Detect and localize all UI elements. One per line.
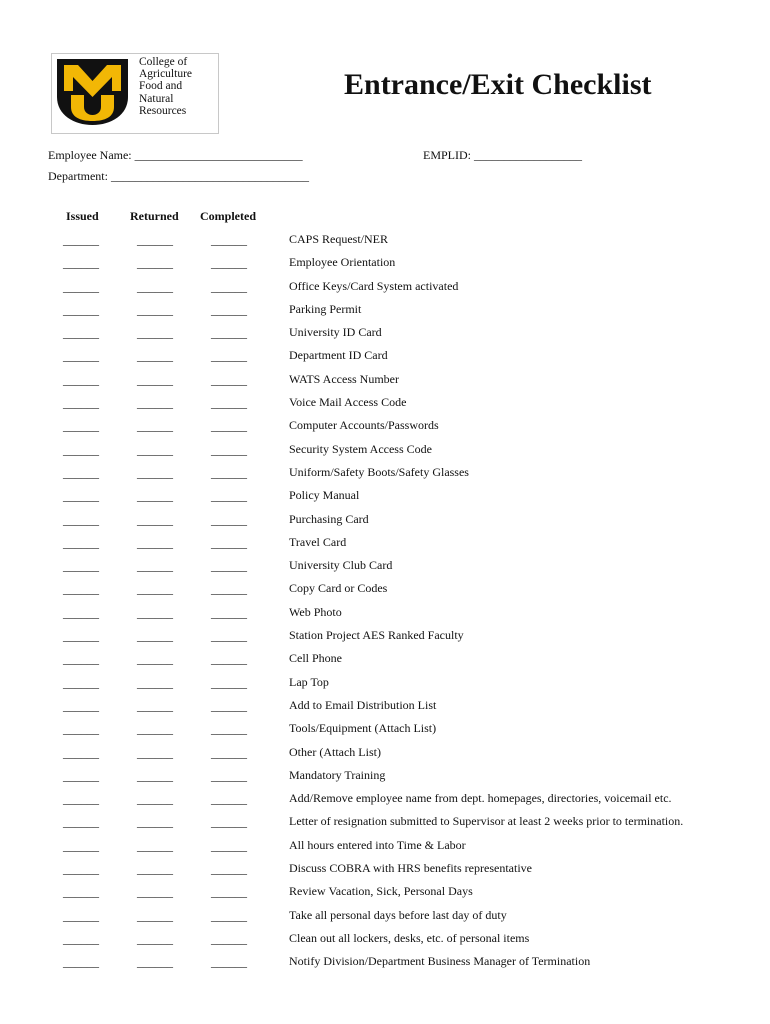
college-name	[139, 56, 192, 117]
issued-blank[interactable]: ______	[63, 908, 99, 923]
logo-line: Resources	[139, 104, 187, 117]
completed-blank[interactable]: ______	[211, 605, 247, 620]
returned-blank[interactable]: ______	[137, 535, 173, 550]
completed-blank[interactable]: ______	[211, 582, 247, 597]
checklist-item-label: CAPS Request/NER	[289, 232, 389, 246]
issued-blank[interactable]: ______	[63, 629, 99, 644]
returned-blank[interactable]: ______	[137, 698, 173, 713]
completed-blank[interactable]: ______	[211, 815, 247, 830]
issued-blank[interactable]: ______	[63, 931, 99, 946]
completed-blank[interactable]: ______	[211, 256, 247, 271]
completed-blank[interactable]: ______	[211, 396, 247, 411]
checklist-row	[0, 672, 770, 695]
returned-blank[interactable]: ______	[137, 675, 173, 690]
issued-blank[interactable]: ______	[63, 559, 99, 574]
emplid-field[interactable]: EMPLID: __________________	[423, 148, 582, 162]
returned-blank[interactable]: ______	[137, 652, 173, 667]
issued-blank[interactable]: ______	[63, 698, 99, 713]
completed-blank[interactable]: ______	[211, 931, 247, 946]
checklist-row	[0, 788, 770, 811]
issued-blank[interactable]: ______	[63, 862, 99, 877]
checklist-item-label: Policy Manual	[289, 488, 360, 503]
returned-blank[interactable]: ______	[137, 233, 173, 247]
issued-blank[interactable]: ______	[63, 233, 99, 247]
completed-blank[interactable]: ______	[211, 465, 247, 480]
completed-blank[interactable]: ______	[211, 326, 247, 341]
checklist-row	[0, 811, 770, 834]
returned-blank[interactable]: ______	[137, 862, 173, 877]
issued-blank[interactable]: ______	[63, 838, 99, 853]
returned-blank[interactable]: ______	[137, 489, 173, 504]
completed-blank[interactable]: ______	[211, 442, 247, 457]
checklist-item-label: Review Vacation, Sick, Personal Days	[289, 884, 473, 899]
returned-blank[interactable]: ______	[137, 512, 173, 527]
checklist-item-label: Voice Mail Access Code	[289, 395, 407, 410]
returned-blank[interactable]: ______	[137, 559, 173, 574]
checklist-item-label: Parking Permit	[289, 301, 362, 316]
checklist-item-label: Clean out all lockers, desks, etc. of personal items	[289, 930, 530, 945]
checklist-row	[0, 252, 770, 275]
completed-blank[interactable]: ______	[211, 838, 247, 853]
checklist-item-label: Station Project AES Ranked Faculty	[289, 628, 464, 643]
completed-blank[interactable]: ______	[211, 675, 247, 690]
issued-blank[interactable]: ______	[63, 256, 99, 271]
issued-blank[interactable]: ______	[63, 489, 99, 504]
checklist-item-label: Copy Card or Codes	[289, 581, 388, 596]
completed-blank[interactable]: ______	[211, 489, 247, 504]
checklist-item-label: WATS Access Number	[289, 371, 399, 386]
completed-blank[interactable]: ______	[211, 233, 247, 247]
column-header-returned: Returned	[130, 209, 179, 223]
checklist-item-label: Purchasing Card	[289, 511, 369, 526]
checklist-item-label: Letter of resignation submitted to Supervisor at least 2 weeks prior to termination.	[289, 814, 684, 829]
returned-blank[interactable]: ______	[137, 722, 173, 737]
mu-logo-icon	[55, 57, 130, 127]
issued-blank[interactable]: ______	[63, 279, 99, 294]
completed-blank[interactable]: ______	[211, 372, 247, 387]
issued-blank[interactable]: ______	[63, 302, 99, 317]
checklist-row	[0, 509, 770, 532]
returned-blank[interactable]: ______	[137, 372, 173, 387]
checklist-row	[0, 345, 770, 368]
returned-blank[interactable]: ______	[137, 302, 173, 317]
issued-blank[interactable]: ______	[63, 885, 99, 900]
checklist	[0, 229, 770, 975]
checklist-row	[0, 532, 770, 555]
issued-blank[interactable]: ______	[63, 652, 99, 667]
issued-blank[interactable]: ______	[63, 535, 99, 550]
returned-blank[interactable]: ______	[137, 582, 173, 597]
checklist-item-label: Lap Top	[289, 674, 329, 689]
checklist-item-label: Add to Email Distribution List	[289, 697, 437, 712]
completed-blank[interactable]: ______	[211, 722, 247, 737]
checklist-row	[0, 718, 770, 741]
checklist-item-label: Notify Division/Department Business Manager of Termination	[289, 954, 591, 969]
returned-blank[interactable]: ______	[137, 629, 173, 644]
checklist-row	[0, 299, 770, 322]
checklist-item-label: University ID Card	[289, 325, 382, 340]
issued-blank[interactable]: ______	[63, 605, 99, 620]
checklist-row	[0, 462, 770, 485]
issued-blank[interactable]: ______	[63, 745, 99, 760]
employee-name-field[interactable]: Employee Name: ____________________________	[48, 148, 303, 162]
checklist-item-label: Mandatory Training	[289, 767, 386, 782]
completed-blank[interactable]: ______	[211, 629, 247, 644]
completed-blank[interactable]: ______	[211, 279, 247, 294]
checklist-row	[0, 858, 770, 881]
checklist-row	[0, 928, 770, 951]
completed-blank[interactable]: ______	[211, 698, 247, 713]
checklist-item-label: Cell Phone	[289, 651, 342, 666]
checklist-item-label: Take all personal days before last day of duty	[289, 907, 507, 922]
department-field[interactable]: Department: _________________________________	[48, 169, 309, 183]
returned-blank[interactable]: ______	[137, 885, 173, 900]
checklist-row	[0, 322, 770, 345]
checklist-row	[0, 765, 770, 788]
checklist-item-label: All hours entered into Time & Labor	[289, 837, 466, 852]
completed-blank[interactable]: ______	[211, 535, 247, 550]
checklist-row	[0, 439, 770, 462]
completed-blank[interactable]: ______	[211, 652, 247, 667]
checklist-item-label: Computer Accounts/Passwords	[289, 418, 439, 433]
returned-blank[interactable]: ______	[137, 256, 173, 271]
returned-blank[interactable]: ______	[137, 349, 173, 364]
column-header-completed: Completed	[200, 209, 256, 223]
checklist-row	[0, 905, 770, 928]
checklist-item-label: Other (Attach List)	[289, 744, 381, 759]
checklist-row	[0, 415, 770, 438]
issued-blank[interactable]: ______	[63, 465, 99, 480]
returned-blank[interactable]: ______	[137, 792, 173, 807]
column-header-issued: Issued	[66, 209, 99, 223]
checklist-item-label: University Club Card	[289, 558, 393, 573]
issued-blank[interactable]: ______	[63, 396, 99, 411]
checklist-row	[0, 951, 770, 974]
completed-blank[interactable]: ______	[211, 792, 247, 807]
checklist-item-label: Discuss COBRA with HRS benefits representative	[289, 861, 532, 876]
issued-blank[interactable]: ______	[63, 512, 99, 527]
returned-blank[interactable]: ______	[137, 279, 173, 294]
checklist-item-label: Travel Card	[289, 534, 347, 549]
completed-blank[interactable]: ______	[211, 559, 247, 574]
checklist-row	[0, 742, 770, 765]
completed-blank[interactable]: ______	[211, 745, 247, 760]
issued-blank[interactable]: ______	[63, 582, 99, 597]
issued-blank[interactable]: ______	[63, 722, 99, 737]
checklist-row	[0, 602, 770, 625]
checklist-row	[0, 485, 770, 508]
checklist-item-label: Employee Orientation	[289, 255, 396, 270]
checklist-row	[0, 392, 770, 415]
returned-blank[interactable]: ______	[137, 605, 173, 620]
checklist-row	[0, 881, 770, 904]
returned-blank[interactable]: ______	[137, 396, 173, 411]
checklist-row	[0, 229, 770, 252]
college-logo	[51, 53, 219, 134]
checklist-row	[0, 276, 770, 299]
checklist-row	[0, 648, 770, 671]
issued-blank[interactable]: ______	[63, 419, 99, 434]
returned-blank[interactable]: ______	[137, 465, 173, 480]
completed-blank[interactable]: ______	[211, 955, 247, 970]
returned-blank[interactable]: ______	[137, 838, 173, 853]
completed-blank[interactable]: ______	[211, 768, 247, 783]
returned-blank[interactable]: ______	[137, 442, 173, 457]
checklist-row	[0, 695, 770, 718]
checklist-item-label: Web Photo	[289, 604, 342, 619]
completed-blank[interactable]: ______	[211, 419, 247, 434]
issued-blank[interactable]: ______	[63, 955, 99, 970]
returned-blank[interactable]: ______	[137, 419, 173, 434]
checklist-row	[0, 578, 770, 601]
returned-blank[interactable]: ______	[137, 815, 173, 830]
checklist-item-label: Uniform/Safety Boots/Safety Glasses	[289, 464, 469, 479]
returned-blank[interactable]: ______	[137, 908, 173, 923]
issued-blank[interactable]: ______	[63, 372, 99, 387]
issued-blank[interactable]: ______	[63, 792, 99, 807]
issued-blank[interactable]: ______	[63, 326, 99, 341]
completed-blank[interactable]: ______	[211, 349, 247, 364]
checklist-row	[0, 835, 770, 858]
returned-blank[interactable]: ______	[137, 931, 173, 946]
issued-blank[interactable]: ______	[63, 442, 99, 457]
page-title: Entrance/Exit Checklist	[344, 68, 652, 101]
checklist-item-label: Add/Remove employee name from dept. homepages, directories, voicemail etc.	[289, 791, 672, 806]
completed-blank[interactable]: ______	[211, 885, 247, 900]
issued-blank[interactable]: ______	[63, 675, 99, 690]
completed-blank[interactable]: ______	[211, 302, 247, 317]
checklist-item-label: Tools/Equipment (Attach List)	[289, 721, 437, 736]
logo-line: Food and	[139, 80, 183, 93]
checklist-row	[0, 555, 770, 578]
returned-blank[interactable]: ______	[137, 326, 173, 341]
checklist-row	[0, 625, 770, 648]
completed-blank[interactable]: ______	[211, 862, 247, 877]
returned-blank[interactable]: ______	[137, 955, 173, 970]
checklist-item-label: Office Keys/Card System activated	[289, 278, 459, 293]
completed-blank[interactable]: ______	[211, 512, 247, 527]
issued-blank[interactable]: ______	[63, 768, 99, 783]
issued-blank[interactable]: ______	[63, 815, 99, 830]
returned-blank[interactable]: ______	[137, 768, 173, 783]
checklist-item-label: Security System Access Code	[289, 441, 432, 456]
issued-blank[interactable]: ______	[63, 349, 99, 364]
logo-line: Natural	[139, 92, 174, 105]
logo-line: Agriculture	[139, 68, 193, 81]
returned-blank[interactable]: ______	[137, 745, 173, 760]
logo-line: College of	[139, 56, 188, 68]
completed-blank[interactable]: ______	[211, 908, 247, 923]
checklist-row	[0, 369, 770, 392]
checklist-item-label: Department ID Card	[289, 348, 388, 363]
